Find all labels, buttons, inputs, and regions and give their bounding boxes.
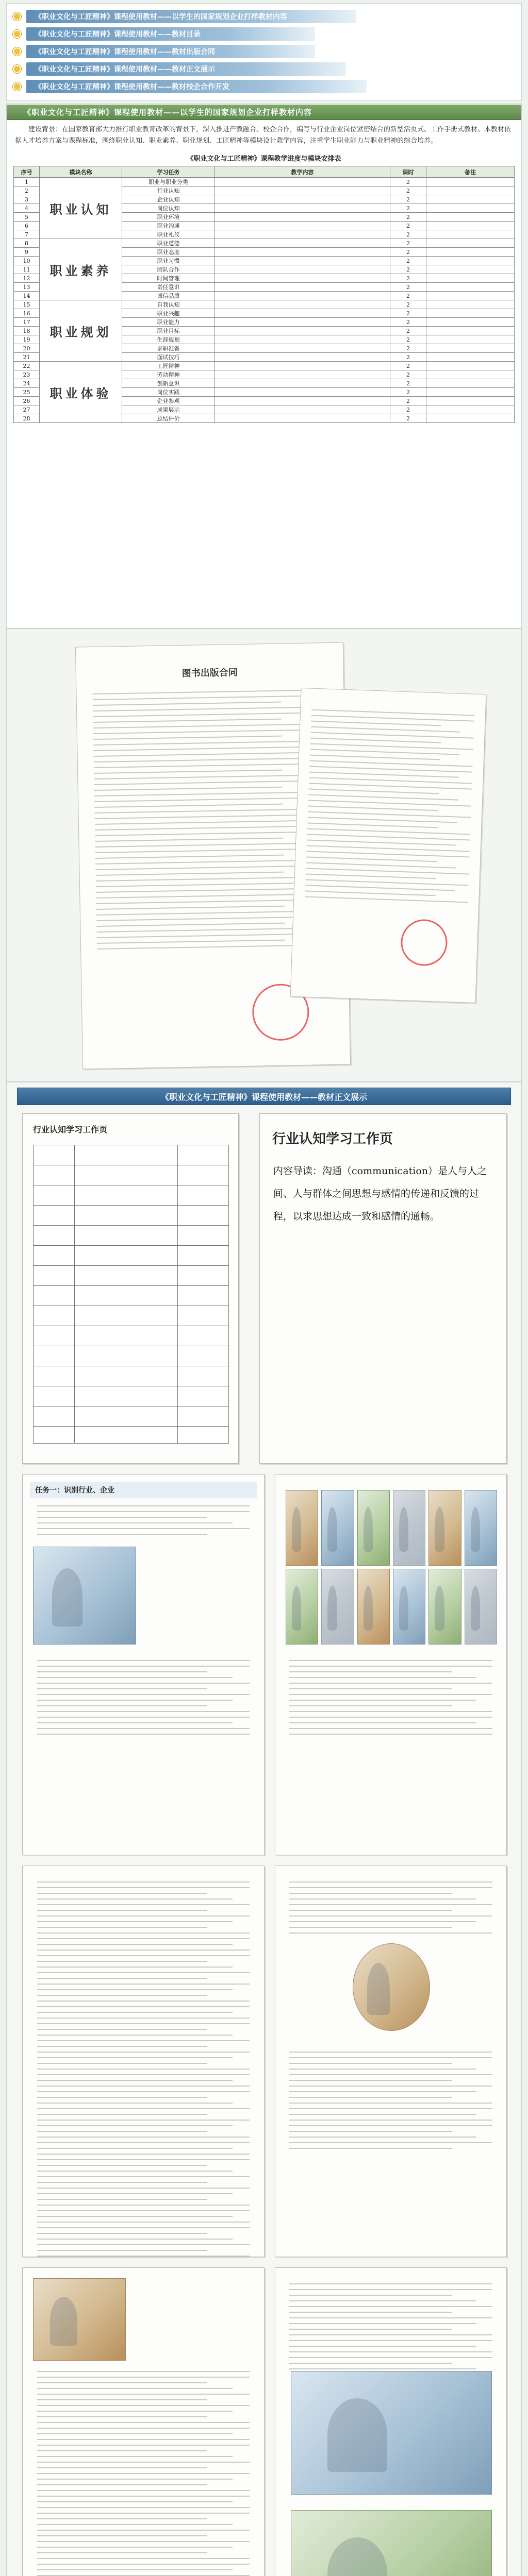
- table-cell: [215, 414, 390, 423]
- table-cell: [426, 344, 515, 353]
- contract-title: 图书出版合同: [182, 667, 238, 679]
- header-row: [13, 25, 515, 43]
- worksheet-grid: [33, 1145, 229, 1444]
- table-cell: 时间管理: [122, 274, 215, 283]
- table-cell: [215, 195, 390, 204]
- table-cell: [426, 187, 515, 195]
- table-cell: [426, 283, 515, 292]
- occupation-figure: [428, 1569, 461, 1645]
- bullet-icon: [13, 47, 21, 56]
- occupation-figure: [286, 1490, 318, 1566]
- table-cell: 创新意识: [122, 379, 215, 388]
- table-cell: [426, 370, 515, 379]
- table-cell: [215, 248, 390, 257]
- table-caption: 《职业文化与工匠精神》课程教学进度与模块安排表: [187, 155, 341, 163]
- table-cell: [215, 187, 390, 195]
- bullet-icon: [13, 82, 21, 91]
- col-header: 学习任务: [122, 166, 215, 178]
- illustration-photo: [33, 2278, 126, 2361]
- worksheet-title: 行业认知学习工作页: [272, 1131, 393, 1147]
- lesson-text: [37, 1505, 250, 1539]
- table-cell: 2: [390, 379, 426, 388]
- table-cell: 15: [14, 300, 40, 309]
- table-cell: [215, 344, 390, 353]
- table-cell: [426, 318, 515, 327]
- table-cell: [215, 370, 390, 379]
- section-contract: [6, 629, 522, 1082]
- table-cell: 28: [14, 414, 40, 423]
- header-row: [13, 43, 515, 60]
- table-cell: 生涯规划: [122, 335, 215, 344]
- table-cell: 18: [14, 327, 40, 335]
- section-banner: 《职业文化与工匠精神》课程使用教材——以学生的国家规划企业打样教材内容: [7, 104, 521, 120]
- table-cell: [215, 300, 390, 309]
- lesson-text: [289, 2283, 492, 2374]
- table-cell: [426, 178, 515, 187]
- table-cell: 16: [14, 309, 40, 318]
- table-cell: 2: [390, 370, 426, 379]
- lesson-text: [289, 1660, 492, 1739]
- table-cell: [426, 362, 515, 370]
- table-cell: 2: [390, 195, 426, 204]
- table-cell: [426, 195, 515, 204]
- table-row: [14, 300, 515, 309]
- table-cell: 3: [14, 195, 40, 204]
- table-row: [14, 362, 515, 370]
- course-header: [6, 3, 522, 101]
- table-cell: [215, 213, 390, 222]
- worksheet-title: 行业认知学习工作页: [33, 1125, 108, 1134]
- table-cell: [426, 405, 515, 414]
- reading-heading: 内容导读：沟通（communication）是人与人之间、人与群体之间思想与感情的传递和反馈的过程，以求思想达成一致和感情的通畅。: [273, 1165, 487, 1222]
- table-cell: 10: [14, 257, 40, 265]
- table-cell: [215, 353, 390, 362]
- table-cell: [215, 257, 390, 265]
- plan-table: [13, 166, 515, 423]
- table-cell: 2: [390, 353, 426, 362]
- table-cell: 职业礼仪: [122, 230, 215, 239]
- section-textbook-plan: [6, 103, 522, 629]
- table-cell: 24: [14, 379, 40, 388]
- table-cell: [215, 265, 390, 274]
- table-cell: [426, 222, 515, 230]
- bullet-icon: [13, 65, 21, 73]
- table-cell: [215, 397, 390, 405]
- table-cell: 27: [14, 405, 40, 414]
- module-name-cell: 职业规划: [40, 300, 122, 362]
- header-link[interactable]: 《职业文化与工匠精神》课程使用教材——教材正文展示: [26, 62, 346, 76]
- table-cell: 2: [14, 187, 40, 195]
- table-cell: [215, 178, 390, 187]
- occupation-figure: [357, 1569, 390, 1645]
- table-cell: 5: [14, 213, 40, 222]
- table-cell: [426, 353, 515, 362]
- table-cell: 2: [390, 388, 426, 397]
- table-cell: 劳动精神: [122, 370, 215, 379]
- occupation-figure: [393, 1490, 425, 1566]
- table-cell: [426, 204, 515, 213]
- bullet-icon: [13, 30, 21, 38]
- header-link[interactable]: 《职业文化与工匠精神》课程使用教材——以学生的国家规划企业打样教材内容: [26, 10, 356, 23]
- table-cell: [426, 397, 515, 405]
- table-cell: [426, 327, 515, 335]
- table-cell: 2: [390, 405, 426, 414]
- table-cell: 19: [14, 335, 40, 344]
- lesson-page: [275, 1474, 507, 1855]
- table-cell: 21: [14, 353, 40, 362]
- table-cell: 岗位认知: [122, 204, 215, 213]
- table-cell: 责任意识: [122, 283, 215, 292]
- table-cell: 职业与职业分类: [122, 178, 215, 187]
- table-cell: 面试技巧: [122, 353, 215, 362]
- table-cell: 2: [390, 397, 426, 405]
- table-cell: [426, 335, 515, 344]
- table-cell: [215, 335, 390, 344]
- table-cell: 2: [390, 335, 426, 344]
- table-cell: 总结评价: [122, 414, 215, 423]
- table-cell: [215, 405, 390, 414]
- table-cell: 企业参观: [122, 397, 215, 405]
- table-cell: 职业习惯: [122, 257, 215, 265]
- table-cell: 6: [14, 222, 40, 230]
- table-cell: 25: [14, 388, 40, 397]
- table-cell: 求职准备: [122, 344, 215, 353]
- table-cell: [426, 239, 515, 248]
- table-cell: [215, 362, 390, 370]
- table-cell: 2: [390, 222, 426, 230]
- table-cell: 2: [390, 178, 426, 187]
- col-header: 模块名称: [40, 166, 122, 178]
- table-row: [14, 178, 515, 187]
- table-cell: 2: [390, 213, 426, 222]
- lesson-page: [22, 1474, 265, 1855]
- section-textbook-pages: [6, 1082, 522, 2576]
- worksheet-page: [259, 1113, 507, 1464]
- lesson-text: [289, 2052, 492, 2154]
- table-cell: [215, 283, 390, 292]
- table-cell: [426, 379, 515, 388]
- table-cell: 2: [390, 414, 426, 423]
- plan-table-body: [14, 178, 515, 423]
- header-link[interactable]: 《职业文化与工匠精神》课程使用教材——教材出版合同: [26, 45, 315, 58]
- table-cell: [215, 222, 390, 230]
- section-banner: 《职业文化与工匠精神》课程使用教材——教材正文展示: [17, 1088, 511, 1105]
- table-cell: [426, 388, 515, 397]
- table-cell: 2: [390, 283, 426, 292]
- illustration-photo: [33, 1547, 136, 1645]
- table-cell: [215, 230, 390, 239]
- table-cell: 2: [390, 318, 426, 327]
- col-header: 课时: [390, 166, 426, 178]
- table-cell: 职业沟通: [122, 222, 215, 230]
- table-cell: 行业认知: [122, 187, 215, 195]
- table-cell: [426, 257, 515, 265]
- table-cell: 2: [390, 309, 426, 318]
- table-cell: 2: [390, 248, 426, 257]
- lesson-page: [275, 2267, 507, 2576]
- table-cell: [426, 230, 515, 239]
- table-cell: 2: [390, 230, 426, 239]
- table-cell: 14: [14, 292, 40, 300]
- module-name-cell: 职业认知: [40, 178, 122, 239]
- occupation-figure: [393, 1569, 425, 1645]
- occupation-figure: [428, 1490, 461, 1566]
- table-cell: 2: [390, 274, 426, 283]
- intro-paragraph: 建设背景：在国家教育部大力推行职业教育改革的背景下，深入推进产教融合、校企合作，编写与行业企业岗位紧密结合的新型活页式、工作手册式教材。本教材依据人才培养方案与课程标准，围绕职业认知、职业素养、职业规划、工匠精神等模块设计教学内容，注重学生职业能力与职业精神的综合培养。: [15, 126, 512, 145]
- bullet-icon: [13, 12, 21, 21]
- table-cell: 8: [14, 239, 40, 248]
- table-cell: [426, 300, 515, 309]
- table-cell: 2: [390, 300, 426, 309]
- table-cell: 2: [390, 292, 426, 300]
- table-cell: 2: [390, 187, 426, 195]
- lesson-page: [22, 1866, 265, 2257]
- illustration-photo: [291, 2371, 492, 2495]
- table-cell: 职业目标: [122, 327, 215, 335]
- table-cell: 岗位实践: [122, 388, 215, 397]
- table-cell: 2: [390, 265, 426, 274]
- table-header-row: [14, 166, 515, 178]
- table-cell: [215, 318, 390, 327]
- table-cell: 4: [14, 204, 40, 213]
- table-cell: 2: [390, 362, 426, 370]
- table-cell: 职业兴趣: [122, 309, 215, 318]
- table-cell: [426, 292, 515, 300]
- task-label: 任务一：识别行业、企业: [30, 1482, 257, 1498]
- contract-page-2: [290, 688, 487, 1003]
- worksheet-col: [177, 1145, 178, 1444]
- table-cell: [215, 292, 390, 300]
- table-cell: [426, 248, 515, 257]
- contract-body: [305, 709, 474, 908]
- col-header: 序号: [14, 166, 40, 178]
- table-cell: 1: [14, 178, 40, 187]
- table-cell: 团队合作: [122, 265, 215, 274]
- lesson-page: [22, 2267, 265, 2576]
- table-cell: 22: [14, 362, 40, 370]
- table-cell: 23: [14, 370, 40, 379]
- occupation-figure: [321, 1490, 354, 1566]
- table-cell: [215, 239, 390, 248]
- table-row: [14, 239, 515, 248]
- table-cell: 2: [390, 327, 426, 335]
- header-link[interactable]: 《职业文化与工匠精神》课程使用教材——教材目录: [26, 27, 315, 41]
- table-cell: 7: [14, 230, 40, 239]
- table-cell: [215, 309, 390, 318]
- table-cell: 2: [390, 204, 426, 213]
- table-cell: [215, 274, 390, 283]
- col-header: 教学内容: [215, 166, 390, 178]
- illustration-photo: [353, 1943, 430, 2031]
- table-cell: [215, 327, 390, 335]
- table-cell: 职业环境: [122, 213, 215, 222]
- table-cell: [426, 274, 515, 283]
- header-row: [13, 8, 515, 25]
- table-cell: 11: [14, 265, 40, 274]
- table-cell: [426, 265, 515, 274]
- lesson-text: [289, 1882, 492, 1938]
- table-cell: 职业能力: [122, 318, 215, 327]
- occupation-figure: [465, 1569, 497, 1645]
- table-cell: [215, 388, 390, 397]
- table-cell: 2: [390, 257, 426, 265]
- table-cell: 职业态度: [122, 248, 215, 257]
- table-cell: 17: [14, 318, 40, 327]
- occupation-figure: [321, 1569, 354, 1645]
- table-cell: [426, 213, 515, 222]
- table-cell: 工匠精神: [122, 362, 215, 370]
- occupation-figure: [286, 1569, 318, 1645]
- table-cell: 26: [14, 397, 40, 405]
- table-cell: 12: [14, 274, 40, 283]
- occupation-figure: [357, 1490, 390, 1566]
- occupation-grid: [286, 1490, 497, 1645]
- lesson-page: [275, 1866, 507, 2257]
- lesson-text: [37, 2371, 250, 2576]
- lesson-text: [37, 1660, 250, 1739]
- page-root: [0, 3, 528, 2576]
- table-cell: 职业道德: [122, 239, 215, 248]
- header-row: [13, 60, 515, 78]
- worksheet-col: [74, 1145, 75, 1444]
- table-cell: [215, 379, 390, 388]
- col-header: 备注: [426, 166, 515, 178]
- worksheet-page: [22, 1113, 239, 1464]
- seal-stamp: [397, 916, 451, 969]
- table-cell: 企业认知: [122, 195, 215, 204]
- lesson-text: [37, 1882, 250, 2257]
- module-name-cell: 职业素养: [40, 239, 122, 300]
- table-cell: 20: [14, 344, 40, 353]
- table-cell: 2: [390, 239, 426, 248]
- header-row: [13, 78, 515, 95]
- table-cell: 13: [14, 283, 40, 292]
- occupation-figure: [465, 1490, 497, 1566]
- header-link[interactable]: 《职业文化与工匠精神》课程使用教材——教材校企合作开发: [26, 80, 367, 93]
- illustration-photo: [291, 2510, 492, 2576]
- table-cell: 成果展示: [122, 405, 215, 414]
- table-cell: 2: [390, 344, 426, 353]
- table-cell: [215, 204, 390, 213]
- table-cell: 9: [14, 248, 40, 257]
- table-cell: [426, 309, 515, 318]
- table-cell: [426, 414, 515, 423]
- module-name-cell: 职业体验: [40, 362, 122, 423]
- table-cell: 诚信品质: [122, 292, 215, 300]
- table-cell: 自我认知: [122, 300, 215, 309]
